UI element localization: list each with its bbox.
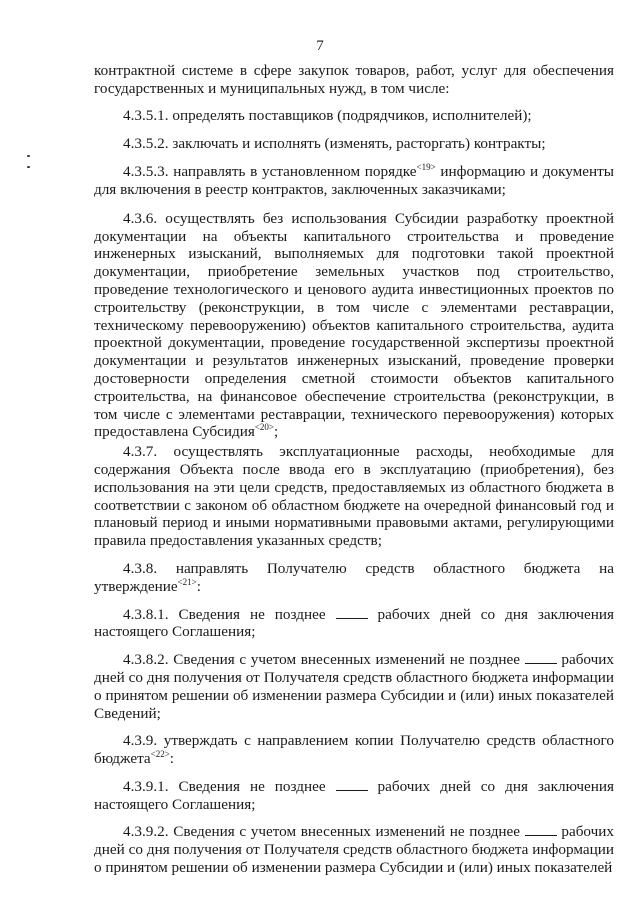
clause-4-3-9-2: 4.3.9.2. Сведения с учетом внесенных изменений не позднее рабочих дней со дня получения от Получателя средств областного бюджета информации о принятом решении об изменении размера Субсидии и (или) иных показателей [94, 823, 614, 877]
scan-speck [27, 166, 30, 168]
page-number: 7 [316, 38, 324, 54]
clause-4-3-8-1: 4.3.8.1. Сведения не позднее рабочих дней со дня заключения настоящего Соглашения; [94, 605, 614, 641]
clause-4-3-9: 4.3.9. утверждать с направлением копии Получателю средств областного бюджета$^{<22>}$: [94, 732, 614, 768]
fill-in-blank [336, 779, 368, 791]
clause-4-3-5-1: 4.3.5.1. определять поставщиков (подрядчиков, исполнителей); [123, 106, 532, 124]
clause-4-3-5-2: 4.3.5.2. заключать и исполнять (изменять, расторгать) контракты; [123, 135, 546, 153]
clause-4-3-9-1: 4.3.9.1. Сведения не позднее рабочих дней со дня заключения настоящего Соглашения; [94, 777, 614, 813]
footnote-ref: <21> [177, 576, 197, 587]
clause-4-3-8-2: 4.3.8.2. Сведения с учетом внесенных изменений не позднее рабочих дней со дня получения от Получателя средств областного бюджета информации о принятом решении об изменении размера Субсидии и (или) иных показателей Сведений; [94, 651, 614, 722]
footnote-ref: <22> [150, 749, 170, 760]
scan-speck [27, 155, 30, 157]
clause-4-3-7: 4.3.7. осуществлять эксплуатационные расходы, необходимые для содержания Объекта после ввода его в эксплуатацию (приобретения), без использования на эти цели средств, предоставляемых из областного бюджета в соответствии с законом об областном бюджете на очередной финансовый год и плановый период и иными нормативными правовыми актами, регулирующими правила предоставления указанных средств; [94, 443, 614, 550]
paragraph-continuation: контрактной системе в сфере закупок товаров, работ, услуг для обеспечения государственных и муниципальных нужд, в том числе: [94, 62, 614, 97]
footnote-ref: <20> [254, 422, 274, 433]
clause-4-3-6: 4.3.6. осуществлять без использования Субсидии разработку проектной документации на объекты капитального строительства и проведение инженерных изысканий, выполняемых для подготовки такой проектной документации, приобретение земельных участков под строительство, проведение технологического и ценового аудита инвестиционных проектов по строительству (реконструкции, в том числе с элементами реставрации, техническому перевооружению) объектов капитального строительства, аудита проектной документации, проведение государственной экспертизы проектной документации и результатов инженерных изысканий, проведение проверки достоверности определения сметной стоимости объектов капитального строительства, на финансовое обеспечение строительства (реконструкции, в том числе с элементами реставрации, технического перевооружения) которых предоставлена Субсидия$^{<20>}$; [94, 209, 614, 441]
clause-4-3-8: 4.3.8. направлять Получателю средств областного бюджета на утверждение$^{<21>}$: [94, 559, 614, 595]
clause-4-3-5-3: 4.3.5.3. направлять в установленном порядке$^{<19>}$ информацию и документы для включения в реестр контрактов, заключенных заказчиками; [94, 162, 614, 198]
footnote-ref: <19> [416, 162, 436, 173]
fill-in-blank [525, 652, 557, 664]
fill-in-blank [525, 824, 557, 836]
fill-in-blank [336, 607, 368, 619]
document-body [94, 62, 614, 877]
